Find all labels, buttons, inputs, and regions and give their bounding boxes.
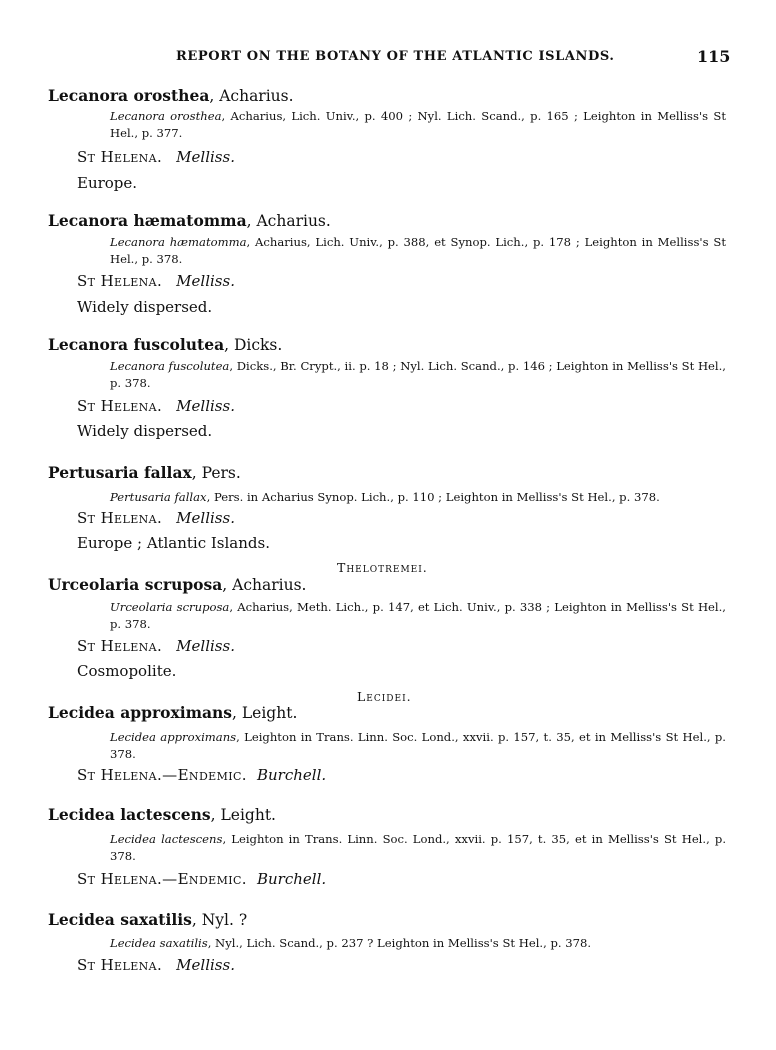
reference-text: , Leighton in Trans. Linn. Soc. Lond., xxvii. p. 157, t. 35, et in Melliss's St Hel., p. 378. [110, 832, 727, 863]
collector: Melliss. [176, 637, 235, 655]
species-reference [110, 489, 726, 506]
running-head: REPORT ON THE BOTANY OF THE ATLANTIC ISLANDS. [176, 49, 615, 64]
species-authority: , Acharius. [246, 212, 331, 230]
reference-name: Urceolaria scruposa [110, 600, 230, 614]
species-reference [110, 831, 726, 865]
species-title [48, 335, 282, 354]
species-name: Lecanora orosthea [48, 86, 210, 105]
species-title [48, 86, 294, 105]
reference-text: , Acharius, Meth. Lich., p. 147, et Lich. Univ., p. 338 ; Leighton in Melliss's St Hel., p. 378. [110, 600, 726, 631]
species-distribution: Widely dispersed. [77, 298, 213, 316]
species-reference [110, 108, 726, 142]
locality-name: St Helena. [77, 956, 163, 974]
species-title [48, 211, 331, 230]
reference-text: , Acharius, Lich. Univ., p. 388, et Synop. Lich., p. 178 ; Leighton in Melliss's St Hel., p. 378. [110, 235, 726, 266]
reference-name: Lecanora fuscolutea [110, 359, 230, 373]
page-number: 115 [697, 47, 731, 66]
section-heading: Lecidei. [357, 689, 412, 704]
locality-name: St Helena. [77, 148, 163, 166]
species-name: Lecanora hæmatomma [48, 211, 247, 230]
species-title [48, 910, 247, 929]
species-reference [110, 599, 726, 633]
species-locality [77, 637, 235, 655]
reference-name: Lecidea lactescens [110, 832, 223, 846]
species-name: Lecidea saxatilis [48, 910, 192, 929]
species-reference [110, 935, 726, 952]
reference-name: Lecidea approximans [110, 730, 237, 744]
reference-text: , Dicks., Br. Crypt., ii. p. 18 ; Nyl. Lich. Scand., p. 146 ; Leighton in Melliss's St Hel., p. 378. [110, 359, 726, 390]
species-reference [110, 358, 726, 392]
species-authority: , Nyl. ? [191, 911, 248, 929]
locality-name: St Helena.—Endemic. [77, 766, 247, 784]
species-authority: , Dicks. [224, 336, 283, 354]
reference-name: Pertusaria fallax [110, 490, 207, 504]
species-title [48, 463, 241, 482]
locality-name: St Helena. [77, 509, 163, 527]
species-locality [77, 397, 235, 415]
section-heading: Thelotremei. [337, 560, 428, 575]
species-name: Lecanora fuscolutea [48, 335, 225, 354]
species-title [48, 575, 306, 594]
species-reference [110, 729, 726, 763]
species-locality [77, 509, 235, 527]
species-locality [77, 766, 326, 784]
collector: Melliss. [176, 397, 235, 415]
species-authority: , Acharius. [222, 576, 307, 594]
reference-text: , Leighton in Trans. Linn. Soc. Lond., xxvii. p. 157, t. 35, et in Melliss's St Hel., p. 378. [110, 730, 726, 761]
species-locality [77, 870, 326, 888]
species-authority: , Leight. [232, 704, 298, 722]
species-title [48, 703, 297, 722]
locality-name: St Helena.—Endemic. [77, 870, 247, 888]
collector: Burchell. [256, 766, 327, 784]
species-reference [110, 234, 726, 268]
species-name: Pertusaria fallax [48, 463, 192, 482]
locality-name: St Helena. [77, 397, 163, 415]
collector: Burchell. [256, 870, 327, 888]
reference-name: Lecidea saxatilis [110, 936, 208, 950]
species-authority: , Pers. [191, 464, 241, 482]
species-distribution: Cosmopolite. [77, 662, 177, 680]
species-authority: , Acharius. [209, 87, 294, 105]
reference-name: Lecanora hæmatomma [110, 235, 247, 249]
collector: Melliss. [176, 148, 235, 166]
species-distribution: Europe ; Atlantic Islands. [77, 534, 270, 552]
species-name: Lecidea lactescens [48, 805, 211, 824]
species-title [48, 805, 276, 824]
species-name: Urceolaria scruposa [48, 575, 223, 594]
species-locality [77, 956, 235, 974]
species-distribution: Widely dispersed. [77, 422, 213, 440]
species-locality [77, 272, 235, 290]
species-distribution: Europe. [77, 174, 138, 192]
reference-text: , Acharius, Lich. Univ., p. 400 ; Nyl. Lich. Scand., p. 165 ; Leighton in Melliss's St Hel., p. 377. [110, 109, 726, 140]
species-name: Lecidea approximans [48, 703, 233, 722]
species-locality [77, 148, 235, 166]
collector: Melliss. [176, 272, 235, 290]
reference-text: , Nyl., Lich. Scand., p. 237 ? Leighton in Melliss's St Hel., p. 378. [207, 936, 592, 950]
species-authority: , Leight. [210, 806, 276, 824]
reference-text: , Pers. in Acharius Synop. Lich., p. 110 ; Leighton in Melliss's St Hel., p. 378. [206, 490, 660, 504]
reference-name: Lecanora orosthea [110, 109, 222, 123]
locality-name: St Helena. [77, 637, 163, 655]
collector: Melliss. [176, 956, 235, 974]
page-header [0, 47, 776, 69]
locality-name: St Helena. [77, 272, 163, 290]
collector: Melliss. [176, 509, 235, 527]
